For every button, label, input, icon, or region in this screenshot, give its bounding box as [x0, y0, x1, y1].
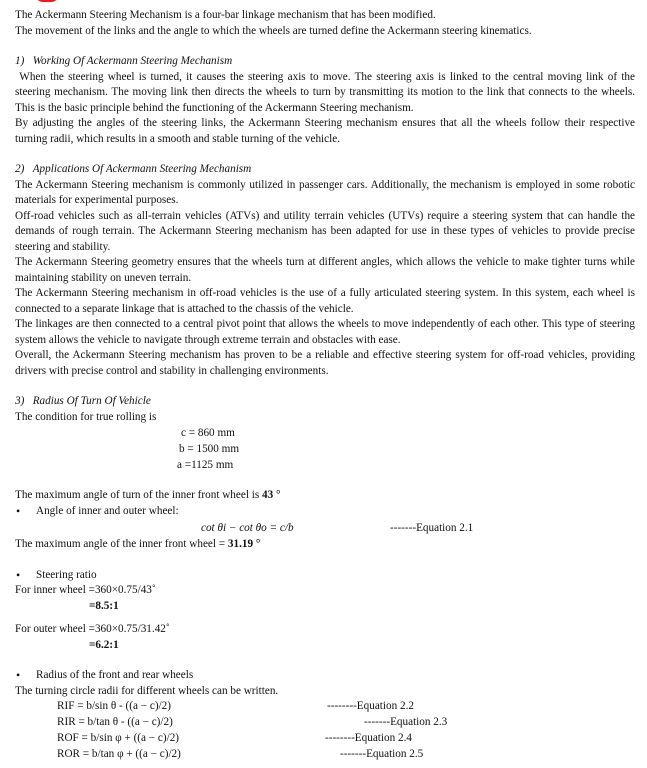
outer-ratio-line	[89, 638, 635, 654]
section-2-paragraph-1: The Ackermann Steering mechanism is commonly utilized in passenger cars. Additionally, the mechanism is employed in some robotic materials for experimental purposes.	[15, 178, 635, 206]
radius-row-rir	[15, 715, 635, 731]
section-2-paragraph-4: The Ackermann Steering mechanism in off-road vehicles is the use of a fully articulated steering system. In this system, each wheel is connected to a separate linkage that is attached to the chassis of the vehicle.	[15, 287, 635, 315]
section-2-paragraph-2: Off-road vehicles such as all-terrain vehicles (ATVs) and utility terrain vehicles (UTVs) require a steering system that can handle the demands of rough terrain. The Ackermann Steering mechanism has been adapted for use in these types of vehicles to provide precise steering and stability.	[15, 209, 635, 253]
section-1-heading: 1) Working Of Ackermann Steering Mechanism	[15, 55, 233, 67]
inner-ratio-line	[89, 599, 635, 615]
radii-intro: The turning circle radii for different wheels can be written.	[15, 684, 279, 697]
dimension-values	[177, 425, 635, 473]
value-b: b = 1500 mm	[179, 443, 240, 455]
bullet-steering-ratio: • Steering ratio	[15, 568, 635, 584]
section-1-paragraph-1: When the steering wheel is turned, it causes the steering axis to move. The steering axis is linked to the central moving link of the steering mechanism. The moving link then directs the wheels to turn by transmitting its motion to the link that connects to the wheels. This is the basic principle behind the functioning of the Ackermann Steering mechanism.	[15, 70, 635, 114]
document-page	[15, 8, 635, 763]
value-c: c = 860 mm	[181, 427, 235, 439]
radius-label-2-4: --------Equation 2.4	[325, 732, 412, 744]
true-rolling-condition: The condition for true rolling is	[15, 410, 157, 423]
max-inner-angle-text: The maximum angle of turn of the inner front wheel is	[15, 489, 262, 501]
radius-expr-rir: RIR = b/tan θ - ((a − c)/2)	[57, 716, 173, 728]
intro-line-1: The Ackermann Steering Mechanism is a four-bar linkage mechanism that has been modified.	[15, 9, 436, 21]
radius-expr-ror: ROR = b/tan φ + ((a − c)/2)	[57, 748, 181, 760]
radius-row-ror	[15, 747, 635, 763]
radius-expr-rof: ROF = b/sin φ + ((a − c)/2)	[57, 732, 180, 744]
radius-label-2-3: -------Equation 2.3	[364, 716, 448, 728]
section-2-paragraph-5: The linkages are then connected to a central pivot point that allows the wheels to move independently of each other. This type of steering system allows the vehicle to navigate through extreme terrain and obstacles with ease.	[15, 318, 635, 346]
equation-2-1-label: -------Equation 2.1	[390, 522, 474, 534]
radius-row-rof	[15, 731, 635, 747]
section-1-paragraph-2: By adjusting the angles of the steering links, the Ackermann Steering mechanism ensures that all the wheels follow their respective turning radii, which results in a smooth and stable turning of the vehicle.	[15, 117, 635, 145]
radius-expr-rif: RIF = b/sin θ - ((a − c)/2)	[57, 700, 171, 712]
value-a: a =1125 mm	[177, 459, 234, 471]
max-inner-angle-value: 43 °	[262, 489, 281, 501]
section-2-paragraph-6: Overall, the Ackermann Steering mechanism has proven to be a reliable and effective steering system for off-road vehicles, providing drivers with precise control and stability in challenging environments.	[15, 349, 635, 377]
radius-label-2-2: --------Equation 2.2	[327, 700, 414, 712]
intro-line-2: The movement of the links and the angle to which the wheels are turned define the Ackermann steering kinematics.	[15, 24, 532, 37]
bullet-radius: • Radius of the front and rear wheels	[15, 668, 635, 684]
section-3-heading: 3) Radius Of Turn Of Vehicle	[15, 395, 151, 407]
bullet-angle: • Angle of inner and outer wheel:	[15, 504, 635, 520]
section-2-paragraph-3: The Ackermann Steering geometry ensures that the wheels turn at different angles, which allows the vehicle to make tighter turns while maintaining stability on uneven terrain.	[15, 256, 635, 284]
radius-row-rif	[15, 699, 635, 715]
section-2-heading: 2) Applications Of Ackermann Steering Mechanism	[15, 163, 252, 175]
logo-fragment	[35, 0, 59, 2]
outer-ratio-value: =6.2:1	[89, 638, 119, 651]
max-inner-angle-2-text: The maximum angle of the inner front wheel =	[15, 538, 228, 550]
max-inner-angle-line	[15, 488, 635, 504]
outer-ratio-expression: For outer wheel =360×0.75/31.42˚	[15, 623, 170, 635]
radius-label-2-5: -------Equation 2.5	[340, 748, 424, 760]
inner-ratio-value: =8.5:1	[89, 599, 119, 612]
equation-2-1: cot θi − cot θo = c/b	[201, 522, 294, 534]
equation-2-1-row	[15, 521, 635, 537]
max-inner-angle-2-value: 31.19 °	[227, 538, 261, 550]
inner-ratio-expression: For inner wheel =360×0.75/43˚	[15, 584, 156, 596]
max-inner-angle-line-2	[15, 537, 635, 553]
